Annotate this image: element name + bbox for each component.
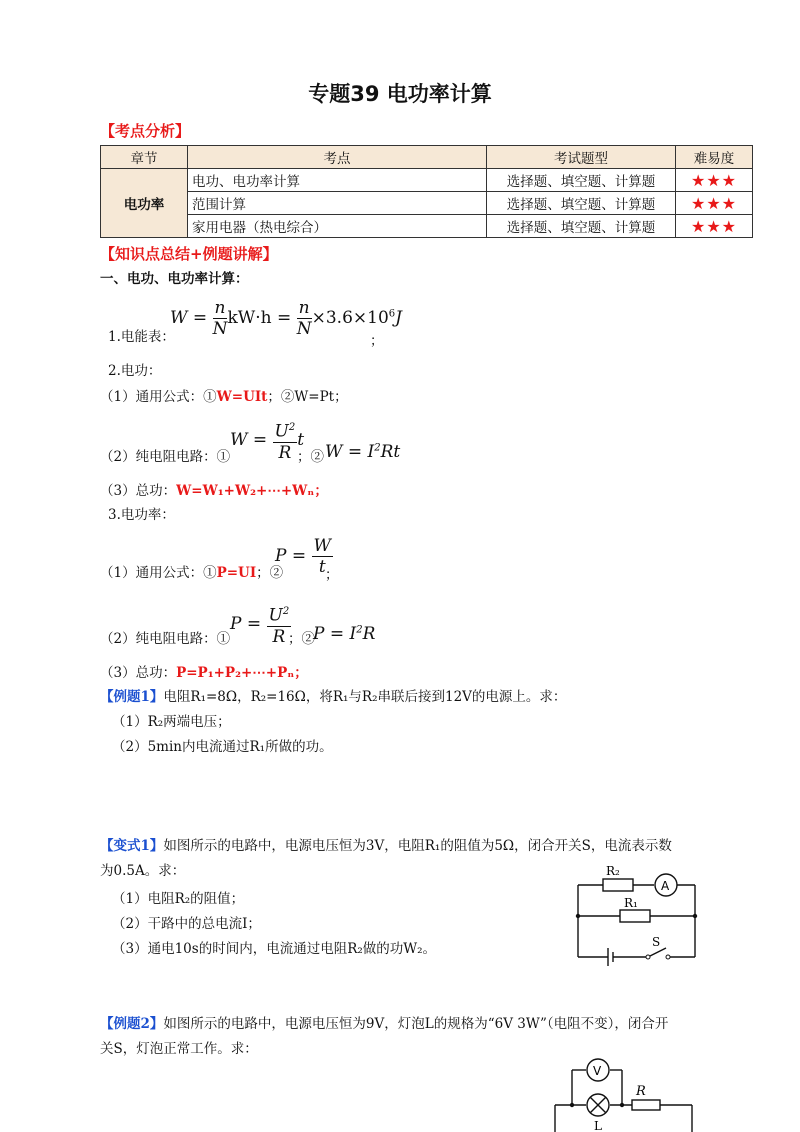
table-header-row xyxy=(101,146,753,169)
resistor-r-symbol xyxy=(632,1100,660,1110)
resistor-r2-symbol xyxy=(603,879,633,891)
header-topic: 考点 xyxy=(188,146,487,169)
header-type: 考试题型 xyxy=(487,146,676,169)
work-label: 2.电功： xyxy=(108,363,162,379)
section-summary: 【知识点总结+例题讲解】 xyxy=(100,245,278,263)
level-stars: ★★★ xyxy=(676,215,753,238)
variant1-line1 xyxy=(100,837,672,855)
lamp-label: L xyxy=(594,1119,602,1132)
table-row xyxy=(101,192,753,215)
power-general-formula-2: P = $\frac{W}{t}$ xyxy=(275,536,331,577)
example2-line1 xyxy=(100,1015,668,1033)
voltmeter-label: V xyxy=(593,1064,602,1078)
switch-label: S xyxy=(652,935,661,949)
table-row xyxy=(101,215,753,238)
variant1-text1: 如图所示的电路中，电源电压恒为3V，电阻R₁的阻值为5Ω，闭合开关S，电流表示数 xyxy=(163,838,672,854)
example2-tag: 【例题2】 xyxy=(100,1016,164,1032)
table-row xyxy=(101,169,753,192)
chapter-cell: 电功率 xyxy=(101,169,188,238)
power-general-mid: ；② xyxy=(256,565,284,581)
example2-text1: 如图所示的电路中，电源电压恒为9V，灯泡L的规格为“6V 3W”（电阻不变），闭合开 xyxy=(163,1016,669,1032)
energy-meter-end: ； xyxy=(370,333,384,349)
topic-cell: 家用电器（热电综合） xyxy=(188,215,487,238)
work-general-prefix: （1）通用公式：① xyxy=(100,389,217,405)
power-pure-formula-1: P = $\frac{U^2}{R}$ xyxy=(230,602,291,647)
page-title: 专题39 电功率计算 xyxy=(308,82,492,106)
exam-points-table xyxy=(100,145,753,238)
power-pure-mid: ；② xyxy=(288,631,315,647)
section-exam-analysis: 【考点分析】 xyxy=(100,122,191,140)
work-total-formula: W=W₁+W₂+⋯+Wₙ； xyxy=(176,483,328,499)
work-pure-formula-1: W = $\frac{U^2}{R}$ t xyxy=(230,418,304,463)
example2-circuit-diagram xyxy=(550,1050,700,1132)
energy-meter-label: 1.电能表： xyxy=(108,329,175,345)
power-pure-formula-2: $P = I^2R$ xyxy=(313,624,376,644)
work-general-rest: ；②W=Pt； xyxy=(267,389,348,405)
variant1-q2: （2）干路中的总电流I； xyxy=(112,916,261,932)
power-general-formula: P=UI xyxy=(216,565,257,581)
type-cell: 选择题、填空题、计算题 xyxy=(487,215,676,238)
part1-heading: 一、电功、电功率计算： xyxy=(100,271,249,287)
example1-q1: （1）R₂两端电压； xyxy=(112,714,231,730)
resistor-r1-symbol xyxy=(620,910,650,922)
variant1-q1: （1）电阻R₂的阻值； xyxy=(112,891,245,907)
example1-line xyxy=(100,688,566,706)
energy-meter-formula: W = $\frac{n}{N}$ kW·h = $\frac{n}{N}$ $\times 3.6\times 10^6J$ xyxy=(170,298,402,339)
power-general-end: ； xyxy=(325,567,339,583)
power-general-line xyxy=(100,564,283,582)
variant1-tag: 【变式1】 xyxy=(100,838,164,854)
power-total-formula: P=P₁+P₂+⋯+Pₙ； xyxy=(176,665,308,681)
variant1-line2: 为0.5A。求： xyxy=(100,863,186,879)
work-total-line xyxy=(100,482,328,500)
r2-label: R₂ xyxy=(606,864,620,878)
r1-label: R₁ xyxy=(624,896,638,910)
r-label: R xyxy=(636,1084,646,1099)
work-pure-mid: ；② xyxy=(297,449,324,465)
power-label: 3.电功率： xyxy=(108,507,175,523)
example1-q2: （2）5min内电流通过R₁所做的功。 xyxy=(112,739,333,755)
topic-cell: 电功、电功率计算 xyxy=(188,169,487,192)
power-total-line xyxy=(100,664,308,682)
power-pure-prefix: （2）纯电阻电路：① xyxy=(100,631,231,647)
example1-text: 电阻R₁=8Ω，R₂=16Ω，将R₁与R₂串联后接到12V的电源上。求： xyxy=(163,689,567,705)
example2-line2: 关S，灯泡正常工作。求： xyxy=(100,1041,258,1057)
type-cell: 选择题、填空题、计算题 xyxy=(487,169,676,192)
example1-tag: 【例题1】 xyxy=(100,689,164,705)
level-stars: ★★★ xyxy=(676,192,753,215)
variant1-circuit-diagram xyxy=(570,860,705,968)
power-general-prefix: （1）通用公式：① xyxy=(100,565,217,581)
work-pure-formula-2: $W = I^2Rt$ xyxy=(325,442,401,462)
work-general-formula: W=UIt xyxy=(216,389,268,405)
work-total-prefix: （3）总功： xyxy=(100,483,177,499)
variant1-q3: （3）通电10s的时间内，电流通过电阻R₂做的功W₂。 xyxy=(112,941,437,957)
level-stars: ★★★ xyxy=(676,169,753,192)
power-total-prefix: （3）总功： xyxy=(100,665,177,681)
work-pure-prefix: （2）纯电阻电路：① xyxy=(100,449,231,465)
topic-cell: 范围计算 xyxy=(188,192,487,215)
switch-symbol xyxy=(648,948,666,957)
work-general-line xyxy=(100,388,348,406)
ammeter-label: A xyxy=(661,879,670,893)
type-cell: 选择题、填空题、计算题 xyxy=(487,192,676,215)
header-chapter: 章节 xyxy=(101,146,188,169)
header-level: 难易度 xyxy=(676,146,753,169)
